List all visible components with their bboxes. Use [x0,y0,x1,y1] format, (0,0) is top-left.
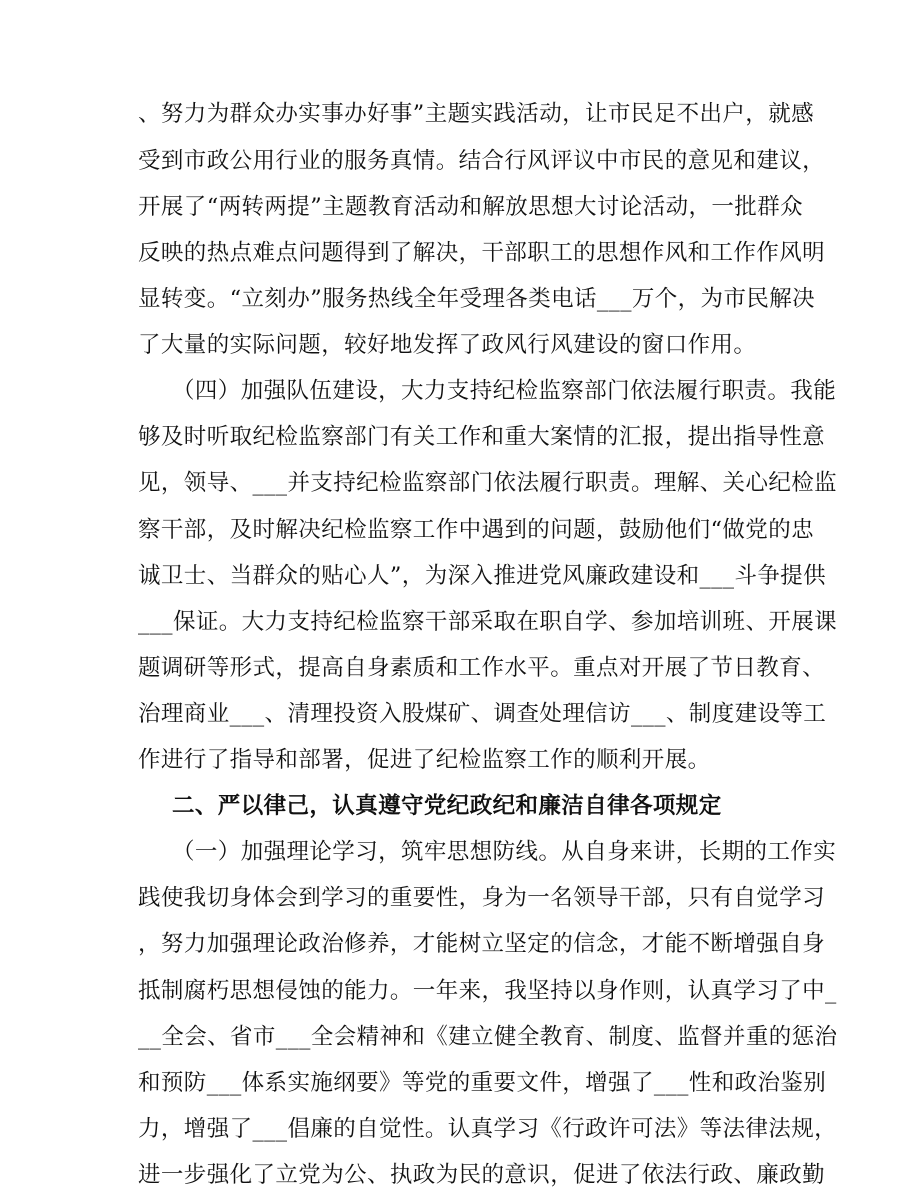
paragraph-line: 受到市政公用行业的服务真情。结合行风评议中市民的意见和建议， [138,148,826,174]
paragraph-line: ___保证。大力支持纪检监察干部采取在职自学、参加培训班、开展课 [138,609,838,635]
paragraph-line: ，努力加强理论政治修养，才能树立坚定的信念，才能不断增强自身 [138,931,826,957]
paragraph-line: 察干部，及时解决纪检监察工作中遇到的问题，鼓励他们“做党的忠 [138,517,815,543]
paragraph-line: 作进行了指导和部署，促进了纪检监察工作的顺利开展。 [138,747,711,773]
paragraph-line: 反映的热点难点问题得到了解决，干部职工的思想作风和工作作风明 [138,240,826,266]
paragraph-line: 够及时听取纪检监察部门有关工作和重大案情的汇报，提出指导性意 [138,424,826,450]
paragraph-line: 题调研等形式，提高自身素质和工作水平。重点对开展了节日教育、 [138,655,826,681]
paragraph-line: 践使我切身体会到学习的重要性，身为一名领导干部，只有自觉学习 [138,885,826,911]
paragraph-line: 抵制腐朽思想侵蚀的能力。一年来，我坚持以身作则，认真学习了中_ [138,978,837,1004]
paragraph-line: 开展了“两转两提”主题教育活动和解放思想大讨论活动，一批群众 [138,194,804,220]
paragraph-line: 显转变。“立刻办”服务热线全年受理各类电话___万个，为市民解决 [138,286,816,312]
paragraph-line: __全会、省市___全会精神和《建立健全教育、制度、监督并重的惩治 [138,1024,838,1050]
paragraph-line: 了大量的实际问题，较好地发挥了政风行风建设的窗口作用。 [138,332,757,358]
paragraph-line: 力，增强了___倡廉的自觉性。认真学习《行政许可法》等法律法规， [138,1116,838,1142]
paragraph-line: 诚卫士、当群众的贴心人”，为深入推进党风廉政建设和___斗争提供 [138,563,827,589]
paragraph-line: 和预防___体系实施纲要》等党的重要文件，增强了___性和政治鉴别 [138,1070,827,1096]
paragraph-line: 、努力为群众办实事办好事”主题实践活动，让市民足不出户，就感 [138,101,815,127]
section-heading: 二、严以律己，认真遵守党纪政纪和廉洁自律各项规定 [172,793,722,819]
paragraph-line: （四）加强队伍建设，大力支持纪检监察部门依法履行职责。我能 [172,378,837,404]
paragraph-line: 进一步强化了立党为公、执政为民的意识，促进了依法行政、廉政勤 [138,1162,826,1188]
paragraph-line: 见，领导、___并支持纪检监察部门依法履行职责。理解、关心纪检监 [138,470,838,496]
paragraph-line: 治理商业___、清理投资入股煤矿、调查处理信访___、制度建设等工 [138,701,827,727]
paragraph-line: （一）加强理论学习，筑牢思想防线。从自身来讲，长期的工作实 [172,839,837,865]
